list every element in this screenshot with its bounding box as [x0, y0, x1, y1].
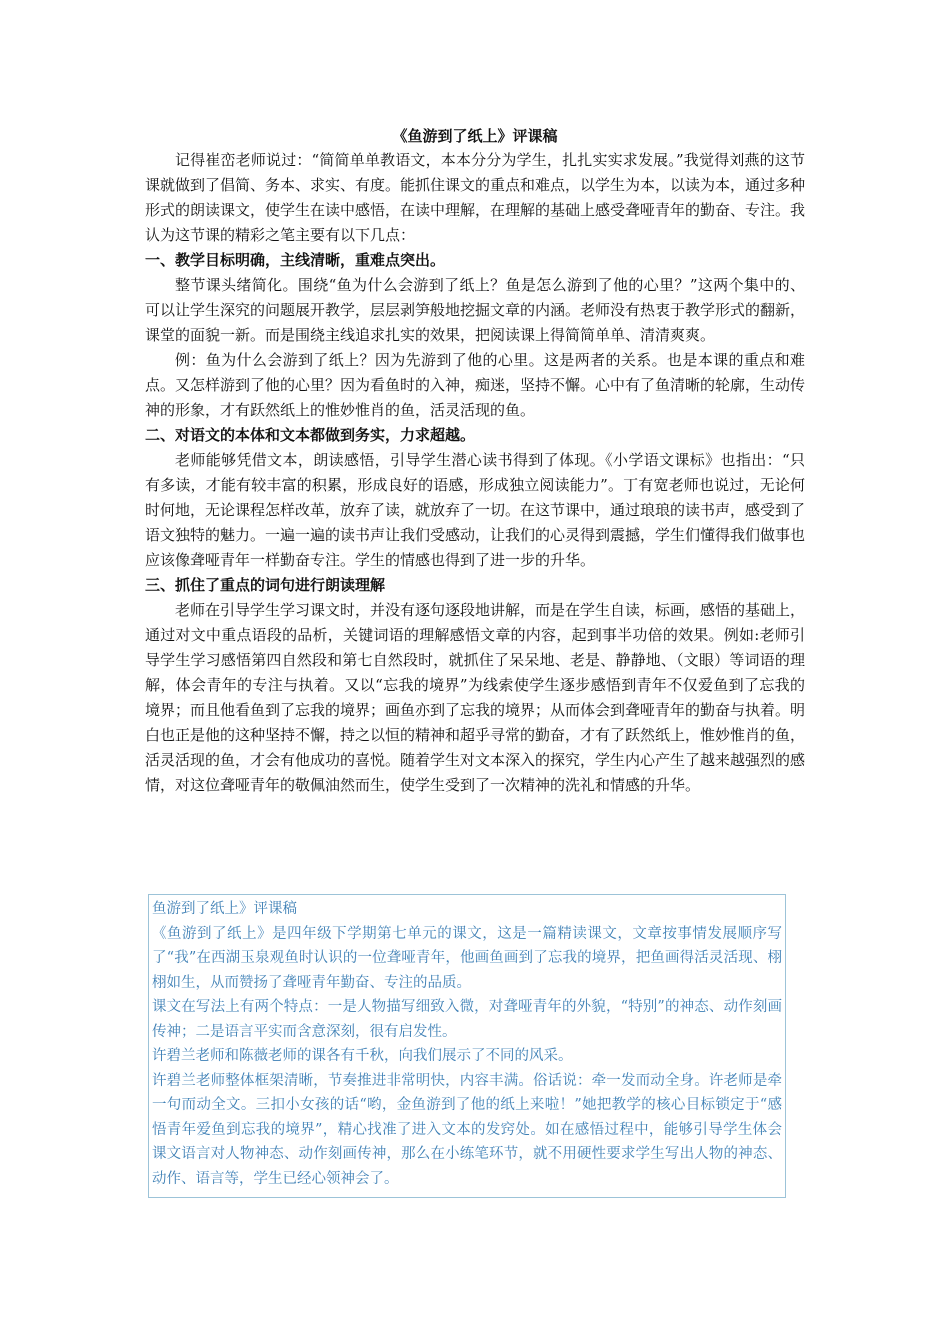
- section-2-paragraph-1: 老师能够凭借文本，朗读感悟，引导学生潜心读书得到了体现。《小学语文课标》也指出：“只有多读，才能有较丰富的积累，形成良好的语感，形成独立阅读能力”。丁有宽老师也说过，无论何时何地，无论课程怎样改革，放弃了读，就放弃了一切。在这节课中，通过琅琅的读书声，感受到了语文独特的魅力。一遍一遍的读书声让我们受感动，让我们的心灵得到震撼，学生们懂得我们做事也应该像聋哑青年一样勤奋专注。学生的情感也得到了进一步的升华。: [145, 451, 806, 569]
- comment-box-line: 《鱼游到了纸上》是四年级下学期第七单元的课文，这是一篇精读课文，文章按事情发展顺序写了“我”在西湖玉泉观鱼时认识的一位聋哑青年，他画鱼画到了忘我的境界，把鱼画得活灵活现、栩栩如生，从而赞扬了聋哑青年勤奋、专注的品质。: [152, 925, 782, 991]
- intro-paragraph: 记得崔峦老师说过：“简简单单教语文，本本分分为学生，扎扎实实求发展。”我觉得刘燕的这节课就做到了倡简、务本、求实、有度。能抓住课文的重点和难点，以学生为本，以读为本，通过多种形式的朗读课文，使学生在读中感悟，在读中理解，在理解的基础上感受聋哑青年的勤奋、专注。我认为这节课的精彩之笔主要有以下几点：: [145, 151, 806, 244]
- section-heading-2: 二、对语文的本体和文本都做到务实，力求超越。: [145, 426, 476, 444]
- comment-box-line: 许碧兰老师整体框架清晰，节奏推进非常明快，内容丰满。俗话说：牵一发而动全身。许老师是牵一句而动全文。三扣小女孩的话“哟，金鱼游到了他的纸上来啦！”她把教学的核心目标锁定于“感悟青年爱鱼到忘我的境界”，精心找准了进入文本的发窍处。如在感悟过程中，能够引导学生体会课文语言对人物神态、动作刻画传神，那么在小练笔环节，就不用硬性要求学生写出人物的神态、动作、语言等，学生已经心领神会了。: [152, 1072, 782, 1187]
- comment-text-box: [148, 894, 786, 1198]
- comment-box-line: 课文在写法上有两个特点：一是人物描写细致入微，对聋哑青年的外貌，“特别”的神态、动作刻画传神；二是语言平实而含意深刻，很有启发性。: [152, 999, 782, 1040]
- document-body: [145, 120, 805, 798]
- section-heading-1: 一、教学目标明确，主线清晰，重难点突出。: [145, 251, 446, 269]
- comment-box-line: 许碧兰老师和陈薇老师的课各有千秋，向我们展示了不同的风采。: [152, 1048, 573, 1064]
- section-heading-3: 三、抓住了重点的词句进行朗读理解: [145, 576, 386, 594]
- comment-box-title: 鱼游到了纸上》评课稿: [152, 901, 297, 917]
- section-1-paragraph-2: 例：鱼为什么会游到了纸上？因为先游到了他的心里。这是两者的关系。也是本课的重点和难点。又怎样游到了他的心里？因为看鱼时的入神，痴迷，坚持不懈。心中有了鱼清晰的轮廓，生动传神的形象，才有跃然纸上的惟妙惟肖的鱼，活灵活现的鱼。: [145, 351, 806, 419]
- document-title: 《鱼游到了纸上》评课稿: [392, 127, 558, 145]
- section-1-paragraph-1: 整节课头绪简化。围绕“鱼为什么会游到了纸上？鱼是怎么游到了他的心里？”这两个集中的、可以让学生深究的问题展开教学，层层剥笋般地挖掘文章的内涵。老师没有热衷于教学形式的翻新，课堂的面貌一新。而是围绕主线追求扎实的效果，把阅读课上得简简单单、清清爽爽。: [145, 276, 806, 344]
- section-3-paragraph-1: 老师在引导学生学习课文时，并没有逐句逐段地讲解，而是在学生自读，标画，感悟的基础上，通过对文中重点语段的品析，关键词语的理解感悟文章的内容，起到事半功倍的效果。例如:老师引导学生学习感悟第四自然段和第七自然段时，就抓住了呆呆地、老是、静静地、（文眼）等词语的理解，体会青年的专注与执着。又以“忘我的境界”为线索使学生逐步感悟到青年不仅爱鱼到了忘我的境界；而且他看鱼到了忘我的境界；画鱼亦到了忘我的境界；从而体会到聋哑青年的勤奋与执着。明白也正是他的这种坚持不懈，持之以恒的精神和超乎寻常的勤奋，才有了跃然纸上，惟妙惟肖的鱼，活灵活现的鱼，才会有他成功的喜悦。随着学生对文本深入的探究，学生内心产生了越来越强烈的感情，对这位聋哑青年的敬佩油然而生，使学生受到了一次精神的洗礼和情感的升华。: [145, 601, 806, 794]
